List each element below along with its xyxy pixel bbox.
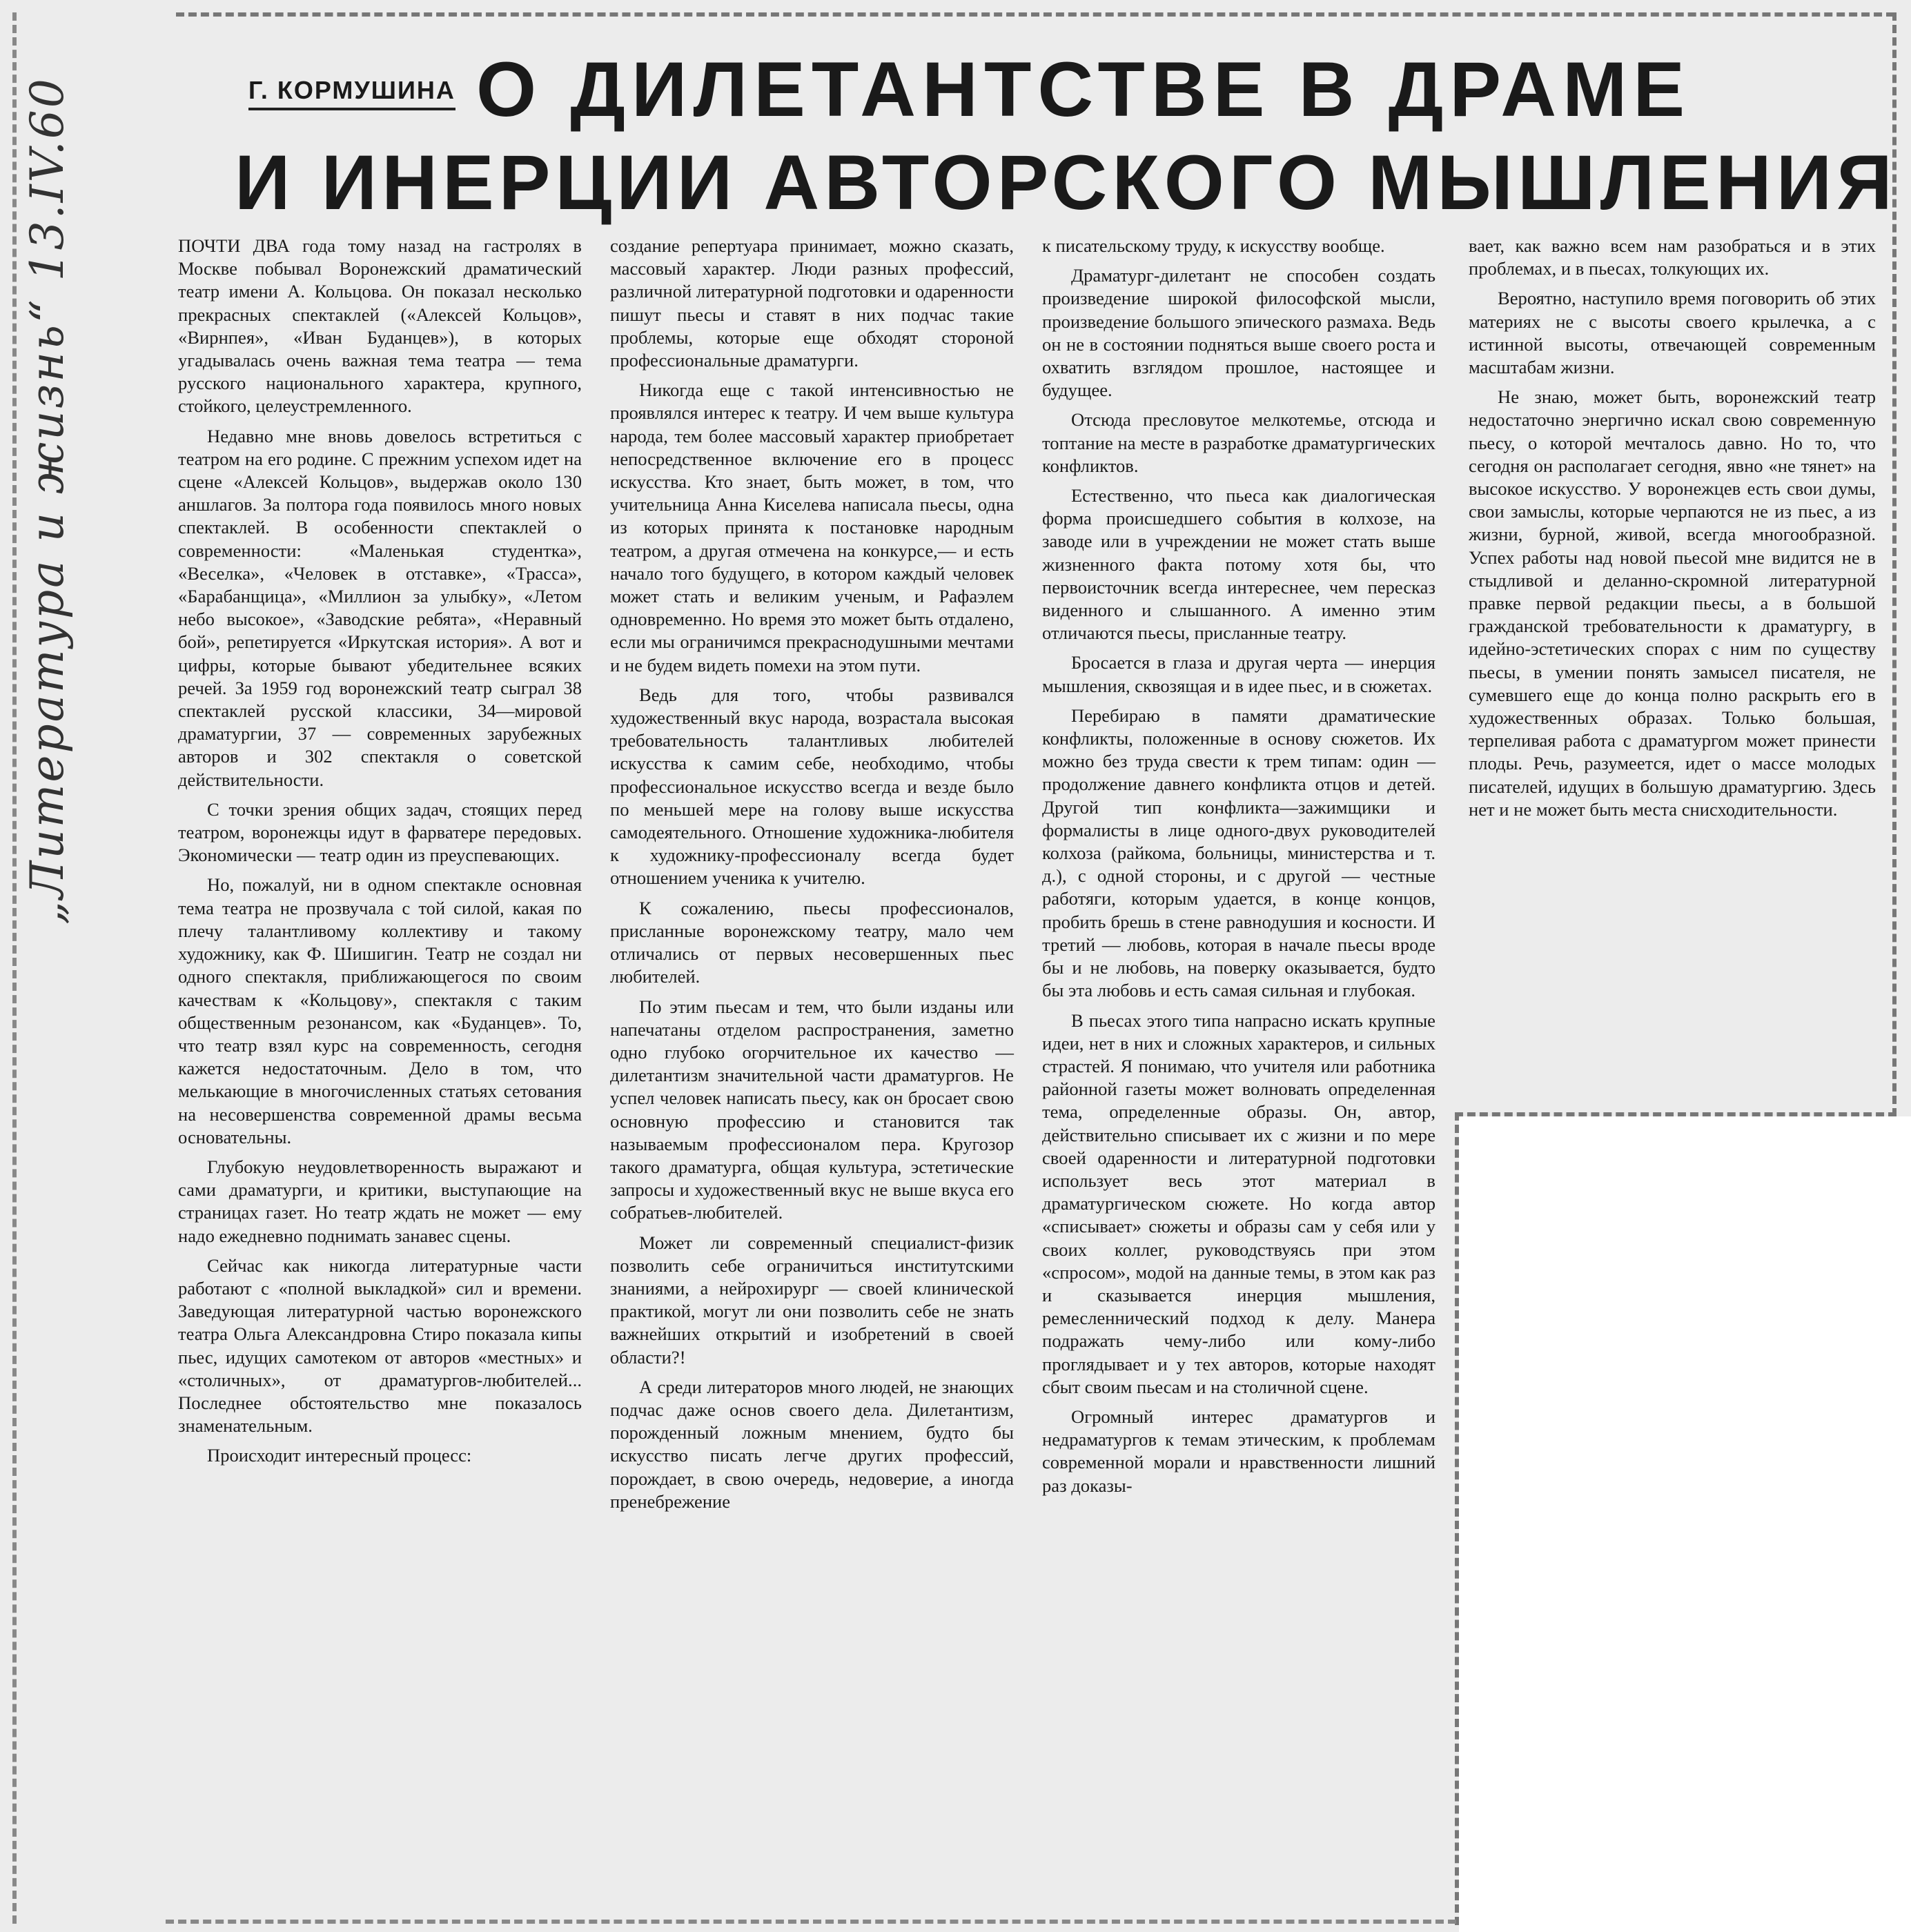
article-paragraph: к писательскому труду, к искусству вообще. (1042, 235, 1385, 256)
article-paragraph: К сожалению, пьесы профессионалов, присланные воронежскому театру, мало чем отличались от первых несовершенных пьес любителей. (610, 897, 1014, 987)
article-column-2 (610, 235, 1014, 1520)
article-paragraph: ПОЧТИ ДВА года тому назад на гастролях в Москве побывал Воронежский драматический театр имени А. Кольцова. Он показал несколько прекрасных спектаклей («Алексей Кольцов», «Вирнпея», «Иван Буданцев»), в которых угадывалась очень важная тема театра — тема русского национального характера, крупного, стойкого, целеустремленного. (178, 235, 582, 417)
clipping-edge-left (12, 12, 17, 1924)
article-title-line-2: И ИНЕРЦИИ АВТОРСКОГО МЫШЛЕНИЯ (235, 139, 1897, 226)
article-paragraph: создание репертуара принимает, можно сказать, массовый характер. Люди разных профессий, различной литературной подготовки и одаренности пишут пьесы и ставят в них подчас такие проблемы, которые еще обходят стороной профессиональные драматурги. (610, 235, 1014, 371)
article-paragraph: Огромный интерес драматургов и недраматургов к темам этическим, к проблемам современной морали и нравственности лишний раз доказы- (1042, 1406, 1435, 1496)
article-column-3 (1042, 235, 1435, 1504)
article-paragraph: Может ли современный специалист-физик позволить себе ограничиться институтскими знаниями, а нейрохирург — своей клинической практикой, могут ли они позволить себе не знать важнейших открытий и изобретений в своей области?! (610, 1232, 1014, 1368)
article-paragraph: Драматург-дилетант не способен создать произведение широкой философской мысли, произведение большого эпического размаха. Ведь он не в состоянии подняться выше своего роста и охватить взглядом прошлое, настоящее и будущее. (1042, 265, 1435, 401)
article-paragraph: Перебираю в памяти драматические конфликты, положенные в основу сюжетов. Их можно без труда свести к трем типам: один — продолжение давнего конфликта отцов и детей. Другой тип конфликта—зажимщики и формалисты в лице одного-двух руководителей колхоза (райкома, больницы, министерства и т. д.), с одной стороны, и с другой — честные работяги, которым удается, в конце концов, пробить брешь в стене равнодушия и косности. И третий — любовь, которая в начале пьесы вроде бы и не любовь, на поверку оказывается, будто бы эта любовь и есть самая сильная и глубокая. (1042, 704, 1435, 1001)
clipping-edge-bottom (166, 1920, 1456, 1924)
blank-background-corner (1459, 1116, 1911, 1932)
article-paragraph: С точки зрения общих задач, стоящих перед театром, воронежцы идут в фарватере передовых. Экономически — театр один из преуспевающих. (178, 798, 582, 866)
handwritten-source-note: „Литература и жизнь“ 13.IV.60 (21, 77, 74, 925)
article-column-1 (178, 235, 582, 1475)
article-column-4 (1469, 235, 1876, 828)
article-paragraph: В пьесах этого типа напрасно искать крупные идеи, нет в них и сложных характеров, и сильных страстей. Я понимаю, что учителя или работника районной газеты может волновать определенная тема, определенные образы. Он, автор, действительно списывает их с жизни и по мере своей одаренности и литературной подготовки использует весь этот материал в драматургическом сюжете. Но когда автор «списывает» сюжеты и образы сам у себя или у своих коллег, руководствуясь при этом «спросом», модой на данные темы, в этом как раз и сказывается инерция мышления, ремесленнический подход к делу. Манера подражать чему-либо или кому-либо проглядывает и у тех авторов, которые находят сбыт своим пьесам и на столичной сцене. (1042, 1009, 1435, 1397)
article-paragraph: Бросается в глаза и другая черта — инерция мышления, сквозящая и в идее пьес, и в сюжетах. (1042, 652, 1435, 696)
article-title-line-1: О ДИЛЕТАНТСТВЕ В ДРАМЕ (476, 46, 1692, 132)
article-paragraph: Вероятно, наступило время поговорить об этих материях не с высоты своего крылечка, а с истинной высоты, отвечающей современным масштабам жизни. (1469, 288, 1876, 378)
article-paragraph: А среди литераторов много людей, не знающих подчас даже основ своего дела. Дилетантизм, порожденный ложным мнением, будто бы искусство писать легче других профессий, порождает, в свою очередь, недоверие, а иногда пренебрежение (610, 1376, 1014, 1512)
article-paragraph: Сейчас как никогда литературные части работают с «полной выкладкой» сил и времени. Заведующая литературной частью воронежского театра Ольга Александровна Стиро показала кипы пьес, идущих самотеком от авторов «местных» и «столичных», от драматургов-любителей... Последнее обстоятельство мне показалось знаменательным. (178, 1254, 582, 1437)
article-paragraph: Глубокую неудовлетворенность выражают и сами драматурги, и критики, выступающие на страницах газет. Но театр ждать не может — ему надо ежедневно поднимать занавес сцены. (178, 1156, 582, 1246)
article-paragraph: вает, как важно всем нам разобраться и в этих проблемах, и в пьесах, толкующих их. (1469, 235, 1876, 279)
article-author: Г. КОРМУШИНА (248, 76, 455, 110)
article-paragraph: Отсюда пресловутое мелкотемье, отсюда и топтание на месте в разработке драматургических конфликтов. (1042, 409, 1435, 476)
article-paragraph: Не знаю, может быть, воронежский театр недостаточно энергично искал свою современную пьесу, о которой мечталось давно. Но то, что сегодня он располагает сегодня, явно «не тянет» на высокое искусство. У воронежцев есть свои думы, свои замыслы, которые черпаются не из пьес, а из жизни, бурной, живой, всегда многообразной. Успех работы над новой пьесой мне видится не в стыдливой и деланно-скромной литературной правке первой редакции пьесы, а в большой гражданской требовательности к драматургу, в идейно-эстетических спорах с ним по существу пьесы, в умении понять замысел писателя, не сумевшего еще до конца полно раскрыть его в художественных образах. Только большая, терпеливая работа с драматургом может принести плоды. Речь, разумеется, идет о массе молодых писателей, идущих в большую драматургию. Здесь нет и не может быть места снисходительности. (1469, 386, 1876, 820)
article-paragraph: По этим пьесам и тем, что были изданы или напечатаны отделом распространения, заметно одно глубоко огорчительное их качество — дилетантизм значительной части драматургов. Не успел человек написать пьесу, как он бросает свою основную профессию и становится так называемым профессионалом пера. Кругозор такого драматурга, общая культура, эстетические запросы и художественный вкус не выше вкуса его собратьев-любителей. (610, 996, 1014, 1223)
article-paragraph: Никогда еще с такой интенсивностью не проявлялся интерес к театру. И чем выше культура народа, тем более массовый характер приобретает непосредственное включение его в процесс искусства. Кто знает, быть может, в том, что учительница Анна Киселева написала пьесы, одна из которых принята к постановке народным театром, а другая отмечена на конкурсе,— и есть начало того будущего, в котором каждый человек может стать и великим ученым, и Рафаэлем одновременно. Но время это может быть отдалено, если мы ограничимся прекраснодушными мечтами и не будем видеть помехи на этом пути. (610, 379, 1014, 676)
clipping-edge-top (176, 12, 1894, 17)
article-paragraph: Ведь для того, чтобы развивался художественный вкус народа, возрастала высокая требовательность талантливых любителей искусства к самим себе, необходимо, чтобы профессиональное искусство всегда и везде было по меньшей мере на голову выше искусства самодеятельного. Отношение художника-любителя к художнику-профессионалу всегда будет отношением ученика к учителю. (610, 684, 1014, 889)
article-paragraph: Но, пожалуй, ни в одном спектакле основная тема театра не прозвучала с той силой, какая по плечу талантливому коллективу и такому художнику, как Ф. Шишигин. Театр не создал ни одного спектакля, приближающегося по своим качествам к «Кольцову», спектакля с таким общественным резонансом, как «Буданцев». То, что театр взял курс на современность, сегодня кажется недостаточным. Дело в том, что мелькающие в многочисленных статьях сетования на несовершенства современной драмы весьма основательны. (178, 874, 582, 1147)
article-paragraph: Недавно мне вновь довелось встретиться с театром на его родине. С прежним успехом идет на сцене «Алексей Кольцов», выдержав около 130 аншлагов. За полтора года появилось много новых спектаклей. В особенности спектаклей о современности: «Маленькая студентка», «Веселка», «Человек в отставке», «Трасса», «Барабанщица», «Миллион за улыбку», «Летом небо высокое», «Заводские ребята», «Неравный бой», репетируется «Иркутская история». А вот и цифры, которые бывают убедительнее всяких речей. За 1959 год воронежский театр сыграл 38 спектаклей русской классики, 34—мировой драматургии, 37 — современных зарубежных авторов и 302 спектакля о советской действительности. (178, 425, 582, 790)
article-paragraph: Происходит интересный процесс: (207, 1445, 472, 1466)
article-paragraph: Естественно, что пьеса как диалогическая форма происшедшего события в колхозе, на заводе или в учреждении не может стать выше жизненного факта потому хотя бы, что первоисточник всегда интереснее, чем пересказ виденного и слышанного. А именно этим отличаются пьесы, присланные театру. (1042, 485, 1435, 644)
